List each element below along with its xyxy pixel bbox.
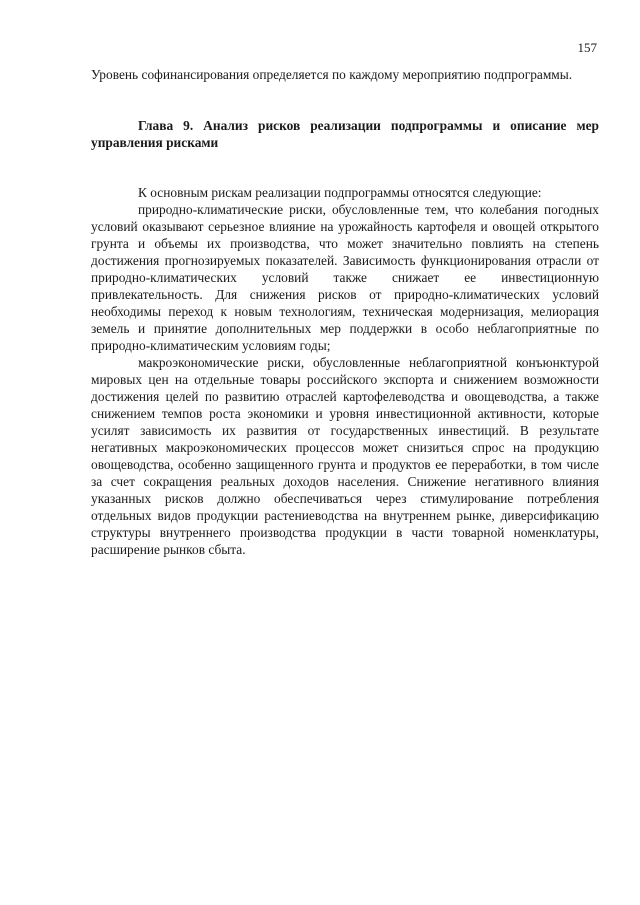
intro-paragraph: Уровень софинансирования определяется по каждому мероприятию подпрограммы. xyxy=(91,67,573,82)
risk-paragraph-macroeconomic: макроэкономические риски, обусловленные неблагоприятной конъюнктурой мировых цен на отдельные товары российского экспорта и снижением возможности достижения целей по развитию отраслей картофелеводства и овощеводства, а также снижением темпов роста экономики и уровня инвестиционной активности, которые усилят зависимость их развития от государственных инвестиций. В результате негативных макроэкономических процессов может снизиться спрос на продукцию овощеводства, особенно защищенного грунта и продуктов ее переработки, в том числе за счет сокращения реальных доходов населения. Снижение негативного влияния указанных рисков должно обеспечиваться через стимулирование потребления отдельных видов продукции растениеводства на внутреннем рынке, диверсификацию структуры внутреннего производства продукции в части товарной номенклатуры, расширение рынков сбыта. xyxy=(91,355,599,557)
page-number: 157 xyxy=(577,40,597,55)
document-body xyxy=(91,66,599,558)
risk-paragraph-natural-climatic: природно-климатические риски, обусловленные тем, что колебания погодных условий оказывают серьезное влияние на урожайность картофеля и овощей открытого грунта и объемы их производства, что может значительно повлиять на степень достижения прогнозируемых показателей. Зависимость функционирования отрасли от природно-климатических условий также снижает ее инвестиционную привлекательность. Для снижения рисков от природно-климатических условий необходимы переход к новым технологиям, техническая модернизация, мелиорация земель и принятие дополнительных мер поддержки в особо неблагоприятные по природно-климатическим условиям годы; xyxy=(91,202,599,353)
chapter-heading: Глава 9. Анализ рисков реализации подпрограммы и описание мер управления рисками xyxy=(91,118,599,150)
lead-paragraph: К основным рискам реализации подпрограммы относятся следующие: xyxy=(138,185,542,200)
